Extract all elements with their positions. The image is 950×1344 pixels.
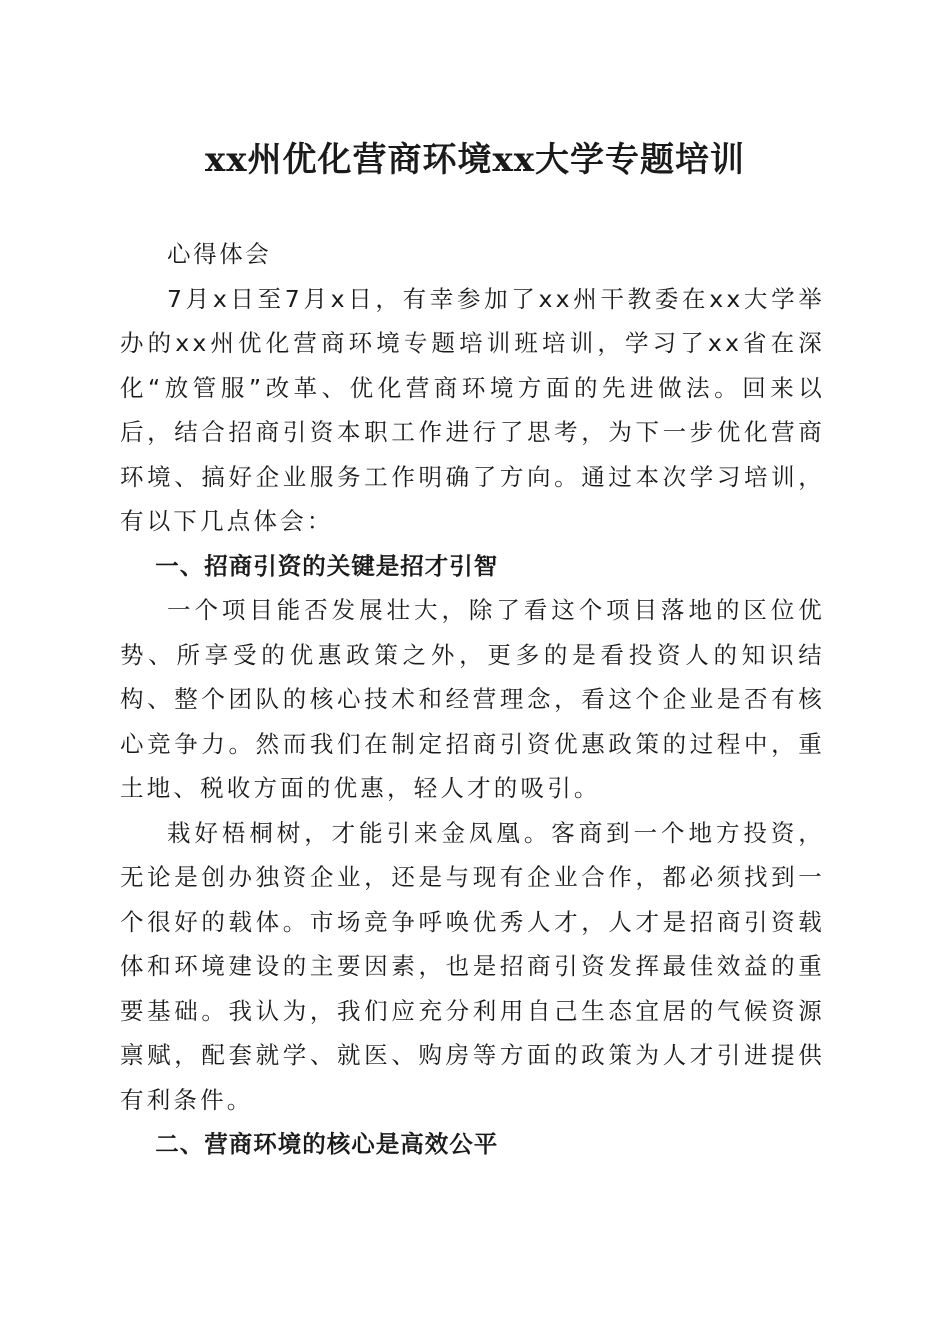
document-body xyxy=(120,232,825,1167)
section1-paragraph-1: 一个项目能否发展壮大，除了看这个项目落地的区位优势、所享受的优惠政策之外，更多的是看投资人的知识结构、整个团队的核心技术和经营理念，看这个企业是否有核心竞争力。然而我们在制定招商引资优惠政策的过程中，重土地、税收方面的优惠，轻人才的吸引。 xyxy=(120,596,825,802)
section1-paragraph-2: 栽好梧桐树，才能引来金凤凰。客商到一个地方投资，无论是创办独资企业，还是与现有企业合作，都必须找到一个很好的载体。市场竞争呼唤优秀人才，人才是招商引资载体和环境建设的主要因素，也是招商引资发挥最佳效益的重要基础。我认为，我们应充分利用自己生态宜居的气候资源禀赋，配套就学、就医、购房等方面的政策为人才引进提供有利条件。 xyxy=(120,818,825,1114)
section-heading-1: 一、招商引资的关键是招才引智 xyxy=(155,551,499,580)
document-subtitle: 心得体会 xyxy=(167,240,272,268)
document-title: xx州优化营商环境xx大学专题培训 xyxy=(204,140,746,180)
paragraph-intro: 7月x日至7月x日，有幸参加了xx州干教委在xx大学举办的xx州优化营商环境专题培训班培训，学习了xx省在深化“放管服”改革、优化营商环境方面的先进做法。回来以后，结合招商引资本职工作进行了思考，为下一步优化营商环境、搞好企业服务工作明确了方向。通过本次学习培训，有以下几点体会： xyxy=(120,284,825,535)
section-heading-2: 二、营商环境的核心是高效公平 xyxy=(155,1130,499,1158)
